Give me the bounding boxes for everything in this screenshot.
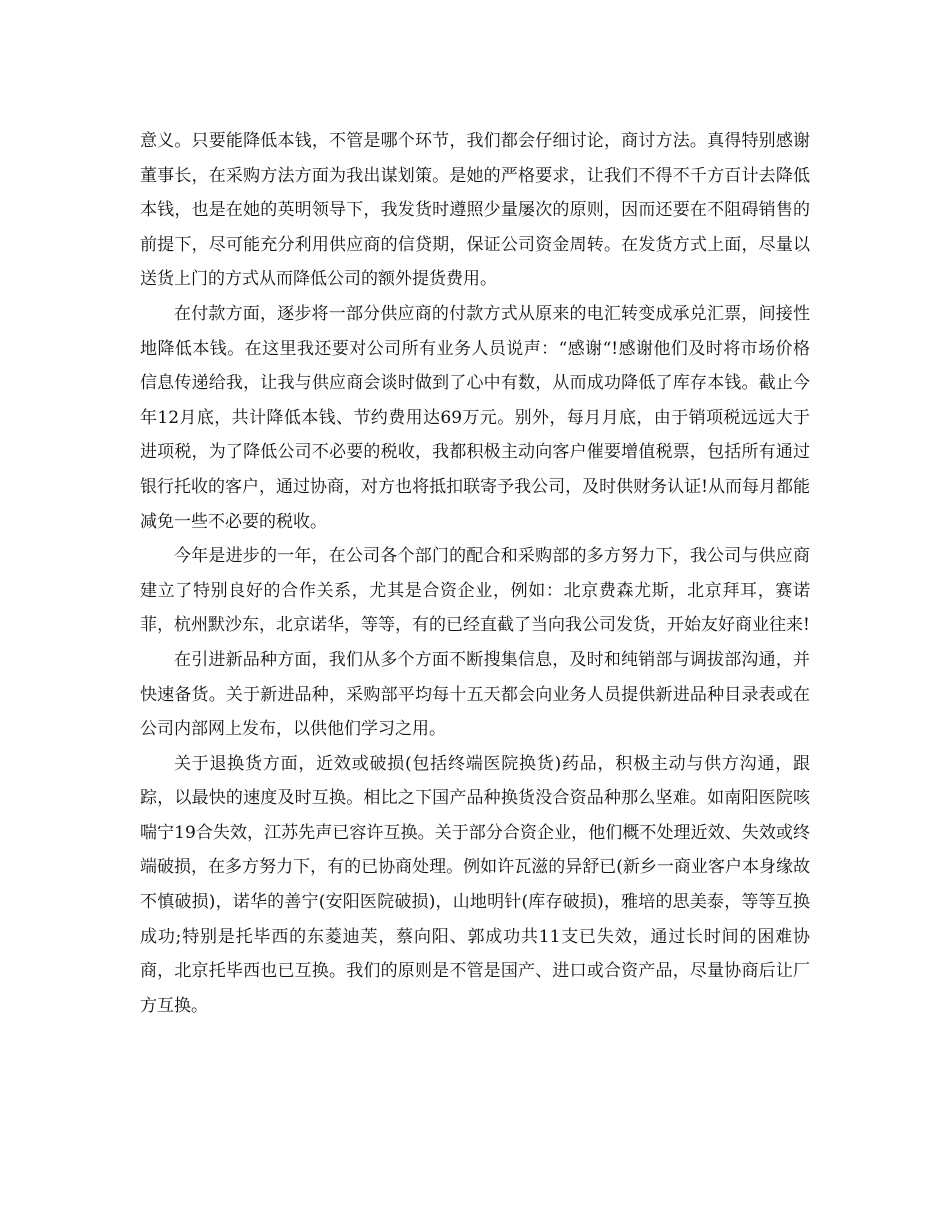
- paragraph-returns-exchanges: 关于退换货方面，近效或破损(包括终端医院换货)药品，积极主动与供方沟通，跟踪，以最快的速度及时互换。相比之下国产品种换货没合资品种那么坚难。如南阳医院咳喘宁19合失效，江苏先声已容许互换。关于部分合资企业，他们概不处理近效、失效或终端破损，在多方努力下，有的已协商处理。例如许瓦滋的异舒已(新乡一商业客户本身缘故不慎破损)，诺华的善宁(安阳医院破损)，山地明针(库存破损)，雅培的思美泰，等等互换成功;特别是托毕西的东菱迪芙，蔡向阳、郭成功共11支已失效，通过长时间的困难协商，北京托毕西也已互换。我们的原则是不管是国产、进口或合资产品，尽量协商后让厂方互换。: [140, 753, 810, 1016]
- paragraph-supplier-relations: 今年是进步的一年，在公司各个部门的配合和采购部的多方努力下，我公司与供应商建立了特别良好的合作关系，尤其是合资企业，例如：北京费森尤斯，北京拜耳，赛诺菲，杭州默沙东，北京诺华，等等，有的已经直截了当向我公司发货，开始友好商业往来!: [140, 546, 810, 636]
- paragraph-purchasing-cost: 意义。只要能降低本钱，不管是哪个环节，我们都会仔细讨论，商讨方法。真得特别感谢董事长，在采购方法方面为我出谋划策。是她的严格要求，让我们不得不千方百计去降低本钱，也是在她的英明领导下，我发货时遵照少量屡次的原则，因而还要在不阻碍销售的前提下，尽可能充分利用供应商的信贷期，保证公司资金周转。在发货方式上面，尽量以送货上门的方式从而降低公司的额外提货费用。: [140, 131, 810, 290]
- document-body: [140, 124, 810, 1023]
- paragraph-new-products: 在引进新品种方面，我们从多个方面不断搜集信息，及时和纯销部与调拔部沟通，并快速备货。关于新进品种，采购部平均每十五天都会向业务人员提供新进品种目录表或在公司内部网上发布，以供他们学习之用。: [140, 649, 810, 740]
- paragraph-payment: 在付款方面，逐步将一部分供应商的付款方式从原来的电汇转变成承兑汇票，间接性地降低本钱。在这里我还要对公司所有业务人员说声：“感谢“!感谢他们及时将市场价格信息传递给我，让我与供应商会谈时做到了心中有数，从而成功降低了库存本钱。截止今年12月底，共计降低本钱、节约费用达69万元。别外，每月月底，由于销项税远远大于进项税，为了降低公司不必要的税收，我都积极主动向客户催要增值税票，包括所有通过银行托收的客户，通过协商，对方也将抵扣联寄予我公司，及时供财务认证!从而每月都能减免一些不必要的税收。: [140, 303, 810, 532]
